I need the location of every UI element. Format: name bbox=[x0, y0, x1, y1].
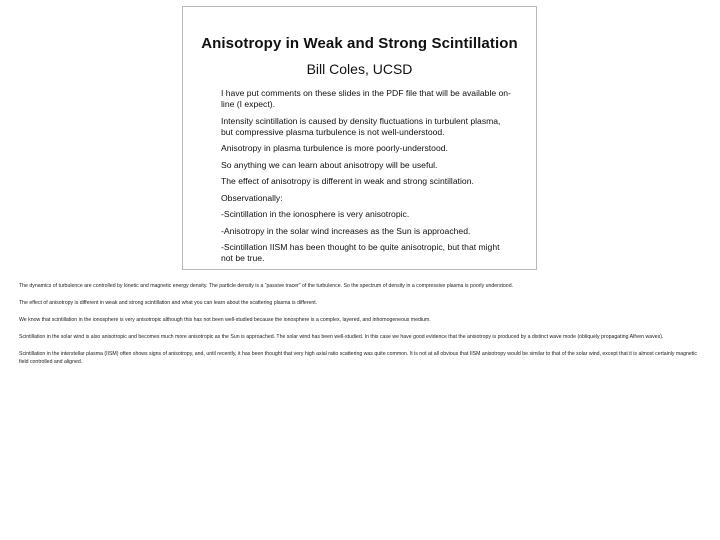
slide-bullet: Intensity scintillation is caused by density fluctuations in turbulent plasma, but compressive plasma turbulence is not well-understood. bbox=[221, 115, 501, 137]
notes-paragraph: Scintillation in the interstellar plasma (IISM) often shows signs of anisotropy, and, until recently, it has been thought that very high axial ratio scattering was quite common. It is not at all obvious that IISM anisotropy would be similar to that of the solar wind, except that it is almost certainly magnetic field controlled and aligned. bbox=[19, 351, 697, 365]
notes-paragraph: The dynamics of turbulence are controlled by kinetic and magnetic energy density. The particle density is a “passive tracer” of the turbulence. So the spectrum of density in a compressive plasma is poorly understood. bbox=[19, 283, 514, 289]
slide-bullet-list bbox=[221, 88, 511, 270]
slide-author: Bill Coles, UCSD bbox=[306, 61, 413, 77]
slide-bullet: So anything we can learn about anisotropy will be useful. bbox=[221, 159, 438, 170]
slide-bullet: The effect of anisotropy is different in weak and strong scintillation. bbox=[221, 176, 474, 186]
notes-paragraph: Scintillation in the solar wind is also anisotropic and becomes much more anisotropic as the Sun is approached. The solar wind has been well-studied. In this case we have good evidence that the anisotropy is produced by a distinct wave mode (obliquely propagating Alfven waves). bbox=[19, 334, 664, 340]
notes-paragraph: The effect of anisotropy is different in weak and strong scintillation and what you can learn about the scattering plasma is different. bbox=[19, 300, 318, 306]
speaker-notes bbox=[19, 282, 704, 375]
slide-bullet: Observationally: bbox=[221, 192, 283, 203]
slide-title: Anisotropy in Weak and Strong Scintillation bbox=[201, 35, 518, 52]
slide-bullet: I have put comments on these slides in the PDF file that will be available on-line (I expect). bbox=[221, 88, 511, 109]
slide-bullet: Anisotropy in plasma turbulence is more poorly-understood. bbox=[221, 143, 448, 153]
slide-bullet: -Scintillation IISM has been thought to be quite anisotropic, but that might not be true. bbox=[221, 242, 500, 263]
notes-paragraph: We know that scintillation in the ionosphere is very anisotropic although this has not been well-studied because the ionosphere is a complex, layered, and inhomogeneous medium. bbox=[19, 317, 431, 323]
slide-thumbnail bbox=[182, 6, 537, 270]
slide-bullet: -Scintillation in the ionosphere is very anisotropic. bbox=[221, 209, 410, 219]
slide-bullet: -Anisotropy in the solar wind increases as the Sun is approached. bbox=[221, 225, 471, 236]
